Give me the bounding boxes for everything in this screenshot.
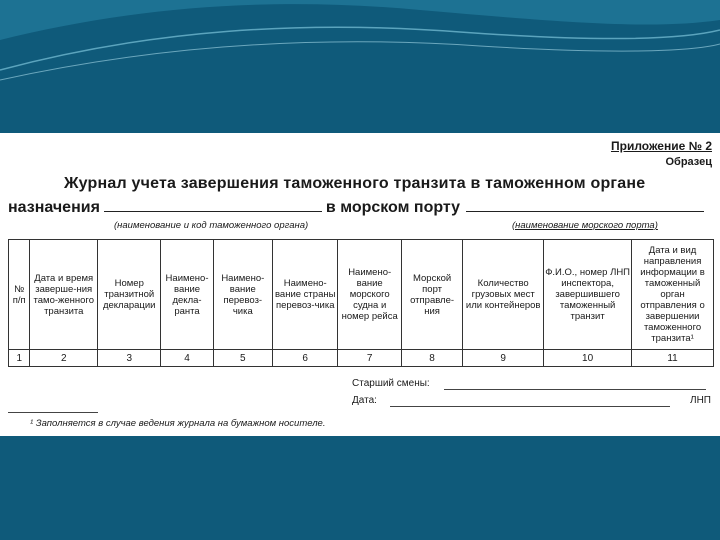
column-number: 1 xyxy=(9,350,30,367)
column-number: 10 xyxy=(544,350,632,367)
column-number: 5 xyxy=(213,350,272,367)
column-number: 7 xyxy=(338,350,401,367)
column-number: 4 xyxy=(161,350,213,367)
sample-label: Образец xyxy=(665,156,712,168)
customs-body-hint: (наименование и код таможенного органа) xyxy=(114,220,309,231)
column-header: Морской порт отправле-ния xyxy=(401,240,462,350)
bottom-decorative-band xyxy=(0,436,720,540)
column-number: 2 xyxy=(30,350,98,367)
wave-decoration xyxy=(0,0,720,133)
top-decorative-band xyxy=(0,0,720,133)
senior-shift-label: Старший смены: xyxy=(352,378,430,389)
title-line2-start: назначения xyxy=(8,199,100,216)
date-line xyxy=(390,406,670,407)
column-header: Наимено-вание морского судна и номер рейса xyxy=(338,240,401,350)
sea-port-blank xyxy=(466,197,704,212)
column-header: № п/п xyxy=(9,240,30,350)
title-line2-middle: в морском порту xyxy=(325,199,461,216)
footnote-separator xyxy=(8,412,98,413)
lnp-label: ЛНП xyxy=(690,395,711,406)
senior-shift-signature xyxy=(352,378,430,389)
column-header: Наимено-вание страны перевоз-чика xyxy=(272,240,337,350)
appendix-label: Приложение № 2 xyxy=(610,139,712,153)
column-number: 9 xyxy=(463,350,544,367)
date-signature xyxy=(352,395,377,406)
journal-title-line1: Журнал учета завершения таможенного транзита в таможенном органе xyxy=(64,175,646,192)
column-header: Наимено-вание перевоз-чика xyxy=(213,240,272,350)
column-number: 8 xyxy=(401,350,462,367)
column-number-row xyxy=(9,350,714,367)
customs-body-blank xyxy=(104,197,322,212)
sea-port-hint: (наименование морского порта) xyxy=(512,220,658,231)
column-number: 3 xyxy=(98,350,161,367)
column-header: Количество грузовых мест или контейнеров xyxy=(463,240,544,350)
column-header: Дата и вид направления информации в таможенный орган отправления о завершении таможенного транзита¹ xyxy=(632,240,714,350)
column-header: Ф.И.О., номер ЛНП инспектора, завершившего таможенный транзит xyxy=(544,240,632,350)
journal-title-line2 xyxy=(8,197,704,217)
column-number: 11 xyxy=(632,350,714,367)
column-header: Наимено-вание декла-ранта xyxy=(161,240,213,350)
column-header: Номер транзитной декларации xyxy=(98,240,161,350)
date-label: Дата: xyxy=(352,395,377,406)
column-header: Дата и время заверше-ния тамо-женного транзита xyxy=(30,240,98,350)
table-header-row xyxy=(9,240,714,350)
senior-shift-line xyxy=(444,389,706,390)
footnote-text: ¹ Заполняется в случае ведения журнала на бумажном носителе. xyxy=(30,418,326,429)
journal-table xyxy=(8,239,714,367)
document-sheet xyxy=(0,133,720,436)
column-number: 6 xyxy=(272,350,337,367)
